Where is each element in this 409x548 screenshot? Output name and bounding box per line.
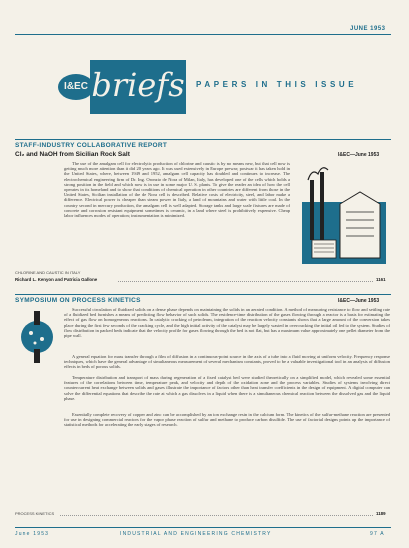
section2-rule: [15, 294, 391, 295]
smokestack-1: [310, 180, 314, 240]
section2-caption: PROCESS KINETICS: [15, 511, 55, 516]
section1-body-top: [64, 161, 290, 264]
section2-issue: I&EC—June 1953: [338, 298, 380, 304]
section2-para-3: Temperature distribution and transport of mass during regeneration of a fixed catalyst bed were studied theoretically on a simplified model, which revealed some essential features of the correlations between time, temperature peak, and velocity and depth of the oxidation zone and the process variables. Studies of systems involving direct countercurrent heat exchange between solids and gases illustrate the importance of factors other than heat transfer coefficients in the design of equipment. A digital computer can solve the differential equations that describe the rate at which a gas dissolves in a liquid when there is a simultaneous chemical reaction between the dissolved gas and the liquid phase.: [64, 375, 390, 401]
section1-page: 1161: [376, 277, 386, 282]
section2-para-1: Successful circulation of fluidized solids on a dense phase depends on maintaining the solids in an aerated condition. A method of measuring resistance to flow and settling rate of a fluidized bed furnishes a means of predicting flow behavior of such solids. The residence-time distribution of the gases flowing through a reactor is a basis for estimating the effect of gas flow on homogeneous reactions. In catalytic cracking of petroleum, integration of the reaction velocity constants shows that a large amount of the conversion takes place during the first few seconds of the cracking cycle, and the high initial activity of the catalyst may be largely wasted in overcracking the initial oil fed to the system. Studies of flow distribution in packed beds indicate that the velocity profile for gases flowing through the bed is not flat, but has a maximum value approximately one pellet diameter from the pipe wall.: [64, 307, 390, 339]
section2-body: [64, 307, 390, 433]
logo-iec-text: I&EC: [64, 81, 88, 92]
smokestack-2: [320, 172, 324, 240]
section1-rule: [15, 139, 391, 140]
tank: [312, 240, 336, 258]
building: [340, 192, 380, 258]
footer-date: June 1953: [15, 531, 50, 537]
footer-journal: INDUSTRIAL AND ENGINEERING CHEMISTRY: [120, 531, 272, 537]
footer-rule: [15, 527, 391, 528]
section2-title: SYMPOSIUM ON PROCESS KINETICS: [15, 297, 141, 304]
footer-page: 97 A: [370, 531, 385, 537]
smoke: [308, 168, 328, 180]
papers-in-this-issue-banner: PAPERS IN THIS ISSUE: [196, 80, 358, 89]
section1-body: The use of the amalgam cell for electrolytic production of chlorine and caustic is by no means new, but that cell now is getting much more attention than it did 20 years ago. It was used extensively in Europe prewar; postwar it has taken hold in the United States, where, between 1949 and 1952, amalgam cell capacity has doubled and continues to increase. The electrochemical engineering firm of Dr. Ing. Oronzio de Nora of Milan, Italy, has developed one of the cells which holds a strong position in the field and which now is in use in some major U. S. plants. To give the reader an idea of how the cell operates in its homeland and to show that conditions of chemical operation in other countries are different from those in the United States, Sicilian installation of the de Nora cell is described. Relative costs of electricity, steel, and labor make a difference. Electrical power is cheaper than steam power in Italy, a land of mountains and water with little coal. In the country second in mercury production, the amalgam cell is well adapted. Storage tanks and large scale fixtures are made of concrete and corrosion resistant equipment sometimes is ceramic, in a land where steel is prohibitively expensive. Cheap labor influences modes of operation; instrumentation is minimized.: [64, 161, 290, 219]
section2-leader-dots: [60, 515, 373, 516]
section1-caption: CHLORINE AND CAUSTIC IN ITALY: [15, 270, 81, 275]
section1-title: STAFF-INDUSTRY COLLABORATIVE REPORT: [15, 142, 168, 149]
outlet-pipe: [34, 349, 40, 363]
section1-issue: I&EC—June 1953: [338, 152, 380, 158]
iec-briefs-logo: [58, 60, 186, 114]
kinetics-illustration: [17, 307, 57, 365]
feed-pipe: [34, 311, 40, 325]
logo-briefs-text: briefs: [91, 66, 185, 104]
section2-para-4: Essentially complete recovery of copper and zinc can be accomplished by an ion exchange resin in the calcium form. The kinetics of the sulfur-methane reaction are presented for use in designing commercial reactors for the vapor phase reaction of sulfur and methane to produce carbon disulfide. The use of factorial designs points up the importance of statistical methods for accelerating the early stages of research.: [64, 412, 390, 428]
top-rule: [15, 34, 391, 35]
reactor-sphere: [21, 321, 53, 353]
chlor-alkali-plant-illustration: [300, 162, 388, 266]
section1-leader-dots: [118, 281, 373, 282]
section2-page: 1189: [376, 511, 386, 516]
section1-subtitle: Cl₂ and NaOH from Sicilian Rock Salt: [15, 151, 130, 158]
section2-para-2: A general equation for mass transfer through a film of diffusion in a continuous-point source in the axis of a tube into a fluid moving at uniform velocity. Frequency response techniques, which have the general advantage of simultaneous measurement of several mechanism constants, proved to be a valuable investigational tool in an analysis of diffusion effects in beds of porous solids.: [64, 354, 390, 370]
header-date: JUNE 1953: [350, 26, 386, 32]
section1-byline: Richard L. Kenyon and Patricia Gallone: [15, 277, 98, 282]
